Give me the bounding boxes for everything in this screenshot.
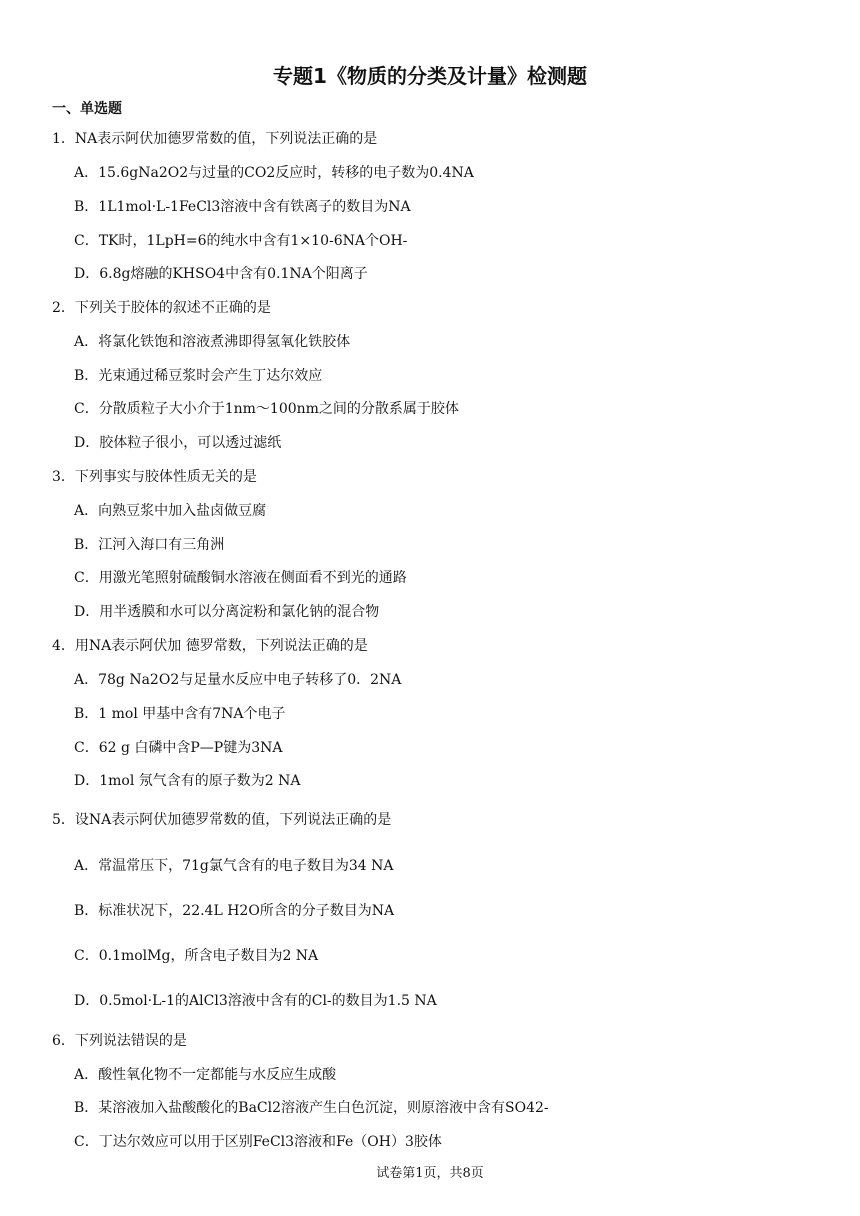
option-a: A．15.6gNa2O2与过量的CO2反应时，转移的电子数为0.4NA [74,165,474,181]
question-stem: 4．用NA表示阿伏加 德罗常数，下列说法正确的是 [52,638,368,654]
option-b: B．1L1mol·L-1FeCl3溶液中含有铁离子的数目为NA [74,199,411,215]
section-heading: 一、单选题 [52,101,122,117]
question-stem: 5．设NA表示阿伏加德罗常数的值，下列说法正确的是 [52,812,392,828]
option-d: D．0.5mol·L-1的AlCl3溶液中含有的Cl-的数目为1.5 NA [74,993,437,1009]
option-d: D．用半透膜和水可以分离淀粉和氯化钠的混合物 [74,604,380,620]
option-a: A．78g Na2O2与足量水反应中电子转移了0．2NA [74,672,402,688]
option-b: B．江河入海口有三角洲 [74,537,225,553]
option-c: C．0.1molMg，所含电子数目为2 NA [74,948,319,964]
question-stem: 1．NA表示阿伏加德罗常数的值，下列说法正确的是 [52,131,378,147]
option-c: C．分散质粒子大小介于1nm～100nm之间的分散系属于胶体 [74,401,459,417]
option-a: A．向熟豆浆中加入盐卤做豆腐 [74,503,267,519]
option-b: B．标准状况下，22.4L H2O所含的分子数目为NA [74,903,395,919]
question-stem: 6．下列说法错误的是 [52,1033,187,1049]
option-d: D．胶体粒子很小，可以透过滤纸 [74,435,282,451]
option-b: B．1 mol 甲基中含有7NA个电子 [74,706,286,722]
option-a: A．常温常压下，71g氯气含有的电子数目为34 NA [74,858,394,874]
option-b: B．光束通过稀豆浆时会产生丁达尔效应 [74,368,323,384]
option-c: C．用激光笔照射硫酸铜水溶液在侧面看不到光的通路 [74,570,407,586]
option-d: D．6.8g熔融的KHSO4中含有0.1NA个阳离子 [74,266,368,282]
question-stem: 3．下列事实与胶体性质无关的是 [52,469,257,485]
option-c: C．TK时，1LpH=6的纯水中含有1×10-6NA个OH- [74,233,408,249]
option-c: C．62 g 白磷中含P—P键为3NA [74,740,283,756]
option-b: B．某溶液加入盐酸酸化的BaCl2溶液产生白色沉淀，则原溶液中含有SO42- [74,1100,549,1116]
option-a: A．将氯化铁饱和溶液煮沸即得氢氧化铁胶体 [74,334,351,350]
option-a: A．酸性氧化物不一定都能与水反应生成酸 [74,1067,337,1083]
option-c: C．丁达尔效应可以用于区别FeCl3溶液和Fe（OH）3胶体 [74,1134,442,1150]
page-title: 专题1《物质的分类及计量》检测题 [273,64,587,88]
question-stem: 2．下列关于胶体的叙述不正确的是 [52,300,271,316]
page-footer: 试卷第1页，共8页 [376,1166,484,1181]
option-d: D．1mol 氖气含有的原子数为2 NA [74,773,301,789]
